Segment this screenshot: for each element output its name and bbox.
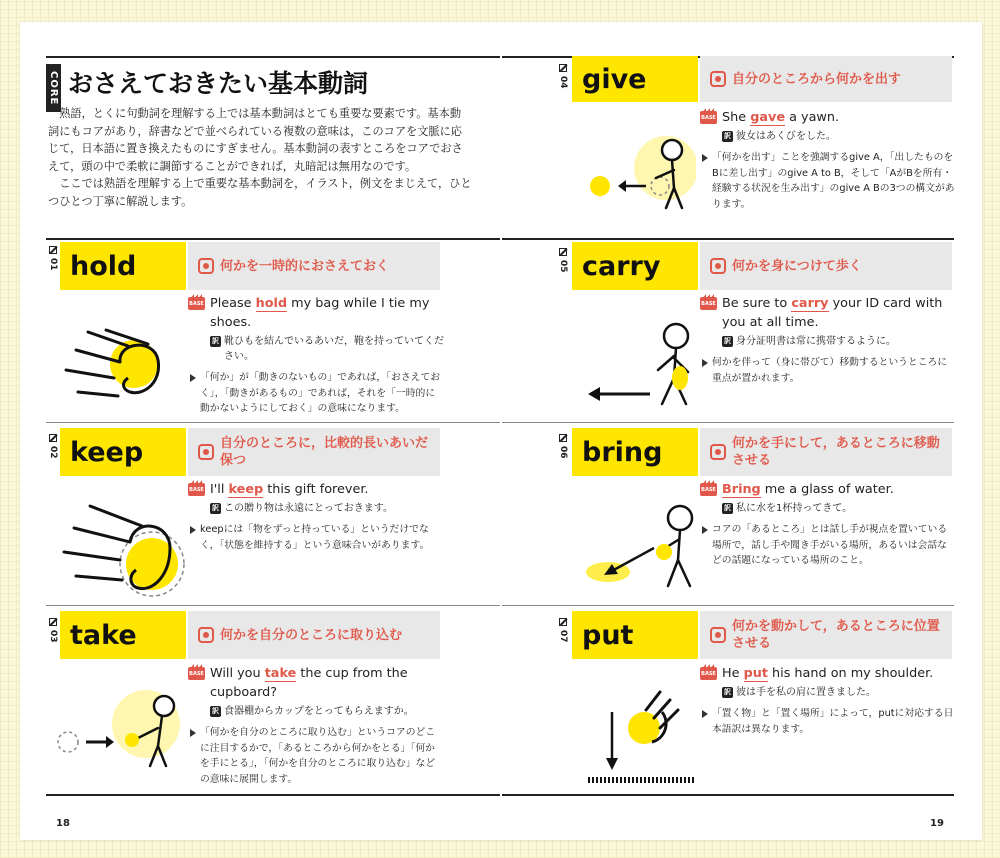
core-icon <box>710 444 726 460</box>
explanation-note: 「何か」が「動きのないもの」であれば，「おさえておく」，「動きがあるもの」であれば，それを「一時的に動かないようにしておく」の意味になります。 <box>188 370 444 417</box>
carry-illustration <box>584 316 704 416</box>
intro-text <box>48 105 472 210</box>
intro-paragraph: ここでは熟語を理解する上で重要な基本動詞を，イラスト，例文をまじえて，ひとつひとつ丁寧に解説します。 <box>48 177 472 208</box>
keyword: carry <box>791 296 829 311</box>
keyword: take <box>264 666 297 681</box>
checkbox-icon <box>559 434 567 442</box>
checkbox-icon <box>49 434 57 442</box>
checkbox-icon <box>49 246 57 254</box>
page-number: 18 <box>56 818 70 829</box>
explanation-note: 何かを伴って（身に帯びて）移動するというところに重点が置かれます。 <box>700 355 956 386</box>
verb-heading: take <box>60 611 186 659</box>
entry-body <box>188 664 444 787</box>
example-sentence: BASE Bring me a glass of water. <box>701 482 894 497</box>
translation-icon: 訳 <box>212 504 219 512</box>
entry-number: 02 <box>48 434 58 459</box>
give-illustration <box>586 128 696 218</box>
verb-heading: hold <box>60 242 186 290</box>
page-number: 19 <box>930 818 944 829</box>
section-rule <box>46 605 500 606</box>
bottom-rule <box>46 794 500 796</box>
checkbox-icon <box>559 618 567 626</box>
explanation-note: 「置く物」と「置く場所」によって，putに対応する日本語訳は異なります。 <box>700 706 956 737</box>
example-sentence: BASE I'll keep this gift forever. <box>189 482 369 497</box>
entry-number: 07 <box>558 618 568 643</box>
crown-badge-icon: BASE <box>700 111 717 124</box>
checkbox-icon <box>559 64 567 72</box>
top-rule <box>46 56 500 58</box>
verb-heading: bring <box>572 428 698 476</box>
core-icon <box>710 258 726 274</box>
core-meaning: 何かを一時的におさえておく <box>188 242 440 290</box>
crown-badge-icon: BASE <box>700 297 717 310</box>
translation: 訳 食器棚からカップをとってもらえますか。 <box>212 706 414 717</box>
explanation-note: 「何かを出す」ことを強調するgive A，「出したものをBに差し出す」のgive A to B，そして「AがBを所有・経験する状況を生み出す」のgive A Bの3つの構文があります。 <box>700 150 956 212</box>
translation: 訳 靴ひもを結んでいるあいだ，鞄を持っていてください。 <box>212 336 444 362</box>
example-sentence: BASE Be sure to carry your ID card with you at all time. <box>701 296 943 330</box>
core-icon <box>198 627 214 643</box>
section-rule <box>502 238 954 240</box>
core-icon <box>198 258 214 274</box>
section-rule <box>502 422 954 423</box>
core-icon <box>710 627 726 643</box>
take-illustration <box>54 686 184 776</box>
entry-body <box>700 294 956 386</box>
section-rule <box>46 422 500 423</box>
keyword: keep <box>228 482 264 497</box>
entry-number: 06 <box>558 434 568 459</box>
section-rule <box>46 238 500 240</box>
translation-icon: 訳 <box>724 688 731 696</box>
crown-badge-icon: BASE <box>700 667 717 680</box>
checkbox-icon <box>559 248 567 256</box>
checkbox-icon <box>49 618 57 626</box>
core-meaning: 何かを身につけて歩く <box>700 242 952 290</box>
translation: 訳 私に水を1杯持ってきて。 <box>724 503 853 514</box>
entry-number: 03 <box>48 618 58 643</box>
core-meaning: 何かを自分のところに取り込む <box>188 611 440 659</box>
crown-badge-icon: BASE <box>188 667 205 680</box>
put-illustration <box>586 682 696 790</box>
core-meaning: 自分のところに，比較的長いあいだ保つ <box>188 428 440 476</box>
entry-number: 04 <box>558 64 568 89</box>
keyword: hold <box>255 296 288 311</box>
section-rule <box>502 605 954 606</box>
translation: 訳 身分証明書は常に携帯するように。 <box>724 336 896 347</box>
translation: 訳 彼女はあくびをした。 <box>724 131 836 142</box>
core-tag: CORE <box>46 64 61 112</box>
page-title: おさえておきたい基本動詞 <box>68 69 369 98</box>
translation-icon: 訳 <box>724 337 731 345</box>
explanation-note: コアの「あるところ」とは話し手が視点を置いている場所で，話し手や聞き手がいる場所，あるいは会話などの話題になっている場所のこと。 <box>700 522 956 569</box>
intro-paragraph: 熟語，とくに句動詞を理解する上では基本動詞はとても重要な要素です。基本動詞にもコアがあり，辞書などで並べられている複数の意味は，このコアを文脈に応じて，日本語に置き換えたものにすぎません。基本動詞の表すところをコアでおさえて，頭の中で柔軟に調節することができれば，丸暗記は無用なのです。 <box>48 107 463 173</box>
entry-body <box>700 108 956 212</box>
bottom-rule <box>502 794 954 796</box>
translation-icon: 訳 <box>212 707 219 715</box>
entry-body <box>188 294 444 417</box>
keyword: Bring <box>722 482 761 497</box>
explanation-note: 「何かを自分のところに取り込む」というコアのどこに注目するかで，「あるところから何かをとる」「何かを手にとる」，「何かを自分のところに取り込む」などの意味に展開します。 <box>188 725 444 787</box>
crown-badge-icon: BASE <box>700 483 717 496</box>
keep-illustration <box>60 496 190 606</box>
core-meaning: 自分のところから何かを出す <box>700 56 952 102</box>
example-sentence: BASE She gave a yawn. <box>701 110 840 125</box>
entry-number: 01 <box>48 246 58 271</box>
entry-body <box>188 480 444 553</box>
verb-heading: put <box>572 611 698 659</box>
entry-body <box>700 664 956 737</box>
keyword: gave <box>750 110 786 125</box>
translation: 訳 この贈り物は永遠にとっておきます。 <box>212 503 393 514</box>
right-page <box>502 22 982 840</box>
core-icon <box>710 71 726 87</box>
core-icon <box>198 444 214 460</box>
book-spread <box>20 22 982 840</box>
keyword: put <box>743 666 768 681</box>
translation-icon: 訳 <box>724 132 731 140</box>
verb-heading: give <box>572 56 698 102</box>
crown-badge-icon: BASE <box>188 483 205 496</box>
translation-icon: 訳 <box>212 337 219 345</box>
entry-body <box>700 480 956 569</box>
crown-badge-icon: BASE <box>188 297 205 310</box>
verb-heading: keep <box>60 428 186 476</box>
core-meaning: 何かを動かして，あるところに位置させる <box>700 611 952 659</box>
left-page <box>20 22 500 840</box>
hold-illustration <box>58 312 188 427</box>
verb-heading: carry <box>572 242 698 290</box>
translation: 訳 彼は手を私の肩に置きました。 <box>724 687 876 698</box>
example-sentence: BASE Will you take the cup from the cupboard? <box>189 666 408 700</box>
explanation-note: keepには「物をずっと持っている」というだけでなく，「状態を維持する」という意味合いがあります。 <box>188 522 444 553</box>
entry-number: 05 <box>558 248 568 273</box>
example-sentence: BASE Please hold my bag while I tie my shoes. <box>189 296 430 330</box>
example-sentence: BASE He put his hand on my shoulder. <box>701 666 934 681</box>
bring-illustration <box>582 500 702 600</box>
core-meaning: 何かを手にして，あるところに移動させる <box>700 428 952 476</box>
translation-icon: 訳 <box>724 504 731 512</box>
